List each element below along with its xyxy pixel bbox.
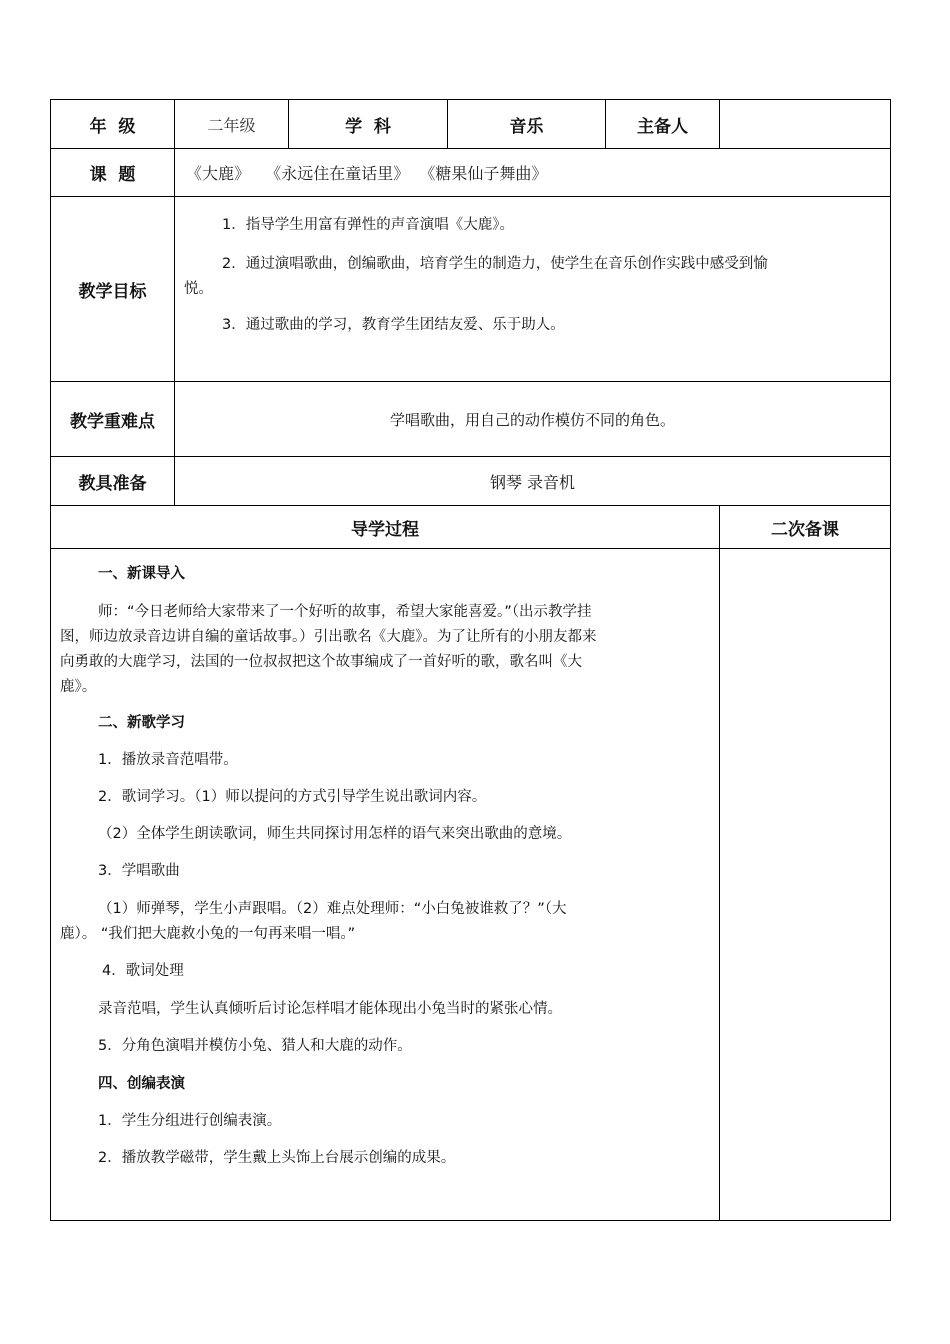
key-points-value: 学唱歌曲，用自己的动作模仿不同的角色。	[389, 410, 675, 429]
row-divider	[50, 548, 891, 549]
process-text: 鹿》。	[60, 679, 97, 695]
objective-item: 2．通过演唱歌曲，创编歌曲，培育学生的制造力，使学生在音乐创作实践中感受到愉	[222, 256, 768, 272]
col-divider	[719, 505, 720, 1221]
process-header: 导学过程	[351, 519, 419, 540]
process-text: 4．歌词处理	[102, 963, 184, 979]
process-text: 图，师边放录音边讲自编的童话故事。）引出歌名《大鹿》。为了让所有的小朋友都来	[60, 629, 597, 645]
process-text: （2）全体学生朗读歌词，师生共同探讨用怎样的语气来突出歌曲的意境。	[98, 826, 572, 842]
objective-item: 3．通过歌曲的学习，教育学生团结友爱、乐于助人。	[222, 317, 565, 333]
process-text: 1．学生分组进行创编表演。	[98, 1113, 282, 1129]
objectives-label: 教学目标	[78, 281, 147, 302]
key-points-label: 教学重难点	[70, 411, 155, 432]
section-heading: 二、新歌学习	[98, 715, 185, 731]
process-text: 3．学唱歌曲	[98, 863, 180, 879]
process-text: 录音范唱，学生认真倾听后讨论怎样唱才能体现出小兔当时的紧张心情。	[98, 1001, 562, 1017]
table-border-bottom	[50, 1220, 891, 1221]
process-text: 师：“今日老师给大家带来了一个好听的故事，希望大家能喜爱。”（出示教学挂	[98, 604, 592, 620]
process-text: 5．分角色演唱并模仿小兔、猎人和大鹿的动作。	[98, 1038, 412, 1054]
process-text: 1．播放录音范唱带。	[98, 752, 238, 768]
topic-value: 《大鹿》 《永远住在童话里》 《糖果仙子舞曲》	[186, 164, 548, 183]
section-heading: 一、新课导入	[98, 566, 185, 582]
topic-label: 课 题	[89, 165, 136, 185]
objective-item: 悦。	[184, 281, 213, 297]
preparer-label: 主备人	[637, 116, 688, 137]
grade-label: 年 级	[89, 116, 136, 137]
materials-value: 钢琴 录音机	[489, 472, 576, 492]
process-text: 2．播放教学磁带，学生戴上头饰上台展示创编的成果。	[98, 1150, 456, 1166]
subject-value: 音乐	[509, 116, 544, 137]
materials-label: 教具准备	[78, 473, 147, 494]
grade-value: 二年级	[207, 115, 256, 135]
second-prep-header: 二次备课	[771, 519, 839, 540]
process-text: （1）师弹琴，学生小声跟唱。（2）难点处理师：“小白兔被谁救了？”（大	[98, 901, 567, 917]
process-text: 鹿）。 “我们把大鹿救小兔的一句再来唱一唱。”	[60, 926, 356, 942]
objective-item: 1．指导学生用富有弹性的声音演唱《大鹿》。	[222, 217, 514, 233]
table-border-right	[890, 99, 891, 1221]
section-heading: 四、创编表演	[98, 1076, 185, 1092]
subject-label: 学 科	[345, 116, 391, 137]
preparer-value	[720, 100, 890, 148]
row-divider	[50, 196, 891, 197]
process-text: 2．歌词学习。（1）师以提问的方式引导学生说出歌词内容。	[98, 789, 487, 805]
process-text: 向勇敢的大鹿学习，法国的一位叔叔把这个故事编成了一首好听的歌，歌名叫《大	[60, 654, 582, 670]
